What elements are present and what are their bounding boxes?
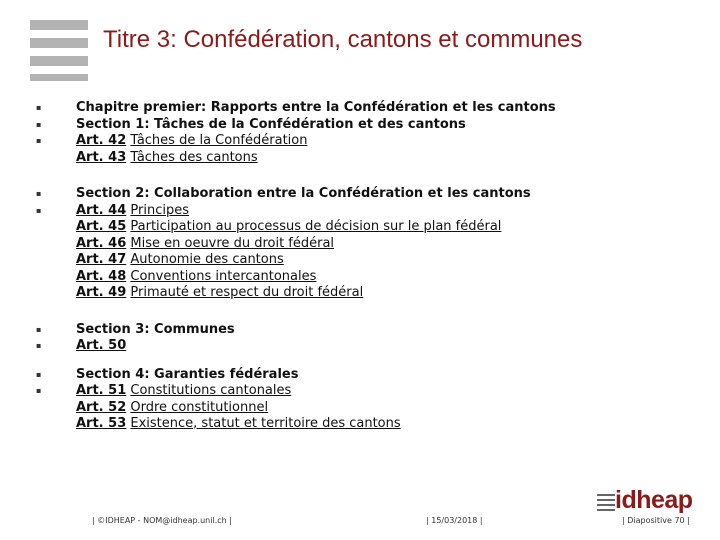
footer bbox=[0, 505, 720, 535]
article-number: Art. 48 bbox=[76, 268, 127, 284]
article-line[interactable] bbox=[36, 416, 676, 433]
heading-line bbox=[36, 117, 676, 134]
article-title-link[interactable]: Autonomie des cantons bbox=[130, 252, 284, 267]
bullet-icon: ▪ bbox=[36, 205, 42, 215]
section-heading: Section 1: Tâches de la Confédération et des cantons bbox=[76, 116, 466, 132]
footer-contact: | ©IDHEAP - NOM@idheap.unil.ch | bbox=[92, 516, 232, 525]
bullet-icon: ▪ bbox=[36, 386, 42, 395]
article-number: Art. 46 bbox=[76, 235, 127, 251]
article-number: Art. 42 bbox=[76, 133, 127, 148]
section-heading: Section 3: Communes bbox=[76, 321, 235, 337]
article-line[interactable] bbox=[36, 338, 676, 355]
article-title-link[interactable]: Principes bbox=[130, 202, 189, 218]
article-line[interactable] bbox=[36, 219, 676, 236]
article-title-link[interactable]: Tâches de la Confédération bbox=[130, 133, 308, 148]
article-line[interactable] bbox=[36, 285, 676, 302]
section-heading: Section 4: Garanties fédérales bbox=[76, 366, 299, 382]
article-number: Art. 47 bbox=[76, 252, 127, 267]
decorative-bars bbox=[30, 20, 88, 89]
section-heading: Chapitre premier: Rapports entre la Confédération et les cantons bbox=[76, 100, 556, 115]
heading-line bbox=[36, 322, 676, 339]
bullet-icon: ▪ bbox=[36, 119, 42, 129]
article-title-link[interactable]: Mise en oeuvre du droit fédéral bbox=[130, 235, 335, 251]
article-line[interactable] bbox=[36, 383, 676, 400]
decor-bar bbox=[30, 74, 88, 81]
article-line[interactable] bbox=[36, 236, 676, 253]
article-title-link[interactable]: Conventions intercantonales bbox=[130, 268, 317, 284]
section-heading: Section 2: Collaboration entre la Confédération et les cantons bbox=[76, 186, 531, 201]
content-group bbox=[36, 186, 676, 302]
article-title-link[interactable]: Tâches des cantons bbox=[130, 149, 258, 165]
article-number: Art. 52 bbox=[76, 399, 127, 415]
decor-bar bbox=[30, 20, 88, 30]
heading-line bbox=[36, 367, 676, 384]
article-line[interactable] bbox=[36, 400, 676, 417]
article-line[interactable] bbox=[36, 133, 676, 150]
footer-slide-number: | Diapositive 70 | bbox=[622, 516, 690, 525]
bullet-icon: ▪ bbox=[36, 103, 42, 112]
footer-date: | 15/03/2018 | bbox=[426, 516, 483, 525]
bullet-icon: ▪ bbox=[36, 369, 42, 379]
article-title-link[interactable]: Constitutions cantonales bbox=[130, 383, 292, 398]
article-number: Art. 50 bbox=[76, 338, 127, 353]
article-number: Art. 44 bbox=[76, 202, 127, 218]
article-line[interactable] bbox=[36, 269, 676, 286]
article-number: Art. 51 bbox=[76, 383, 127, 398]
article-number: Art. 45 bbox=[76, 219, 127, 234]
article-line[interactable] bbox=[36, 150, 676, 167]
article-title-link[interactable]: Existence, statut et territoire des cantons bbox=[130, 416, 401, 431]
bullet-icon: ▪ bbox=[36, 341, 42, 350]
article-number: Art. 43 bbox=[76, 149, 127, 165]
bullet-icon: ▪ bbox=[36, 189, 42, 198]
article-title-link[interactable]: Ordre constitutionnel bbox=[130, 399, 269, 415]
article-title-link[interactable]: Primauté et respect du droit fédéral bbox=[130, 285, 364, 300]
heading-line bbox=[36, 100, 676, 117]
content-group bbox=[36, 367, 676, 433]
slide-title: Titre 3: Confédération, cantons et communes bbox=[103, 26, 583, 53]
article-title-link[interactable]: Participation au processus de décision sur le plan fédéral bbox=[130, 219, 502, 234]
content-group bbox=[36, 322, 676, 355]
bullet-icon: ▪ bbox=[36, 136, 42, 145]
decor-bar bbox=[30, 56, 88, 66]
article-line[interactable] bbox=[36, 203, 676, 220]
decor-bar bbox=[30, 38, 88, 48]
logo-text: idheap bbox=[615, 486, 693, 514]
slide-content bbox=[36, 100, 676, 445]
heading-line bbox=[36, 186, 676, 203]
content-group bbox=[36, 100, 676, 166]
article-line[interactable] bbox=[36, 252, 676, 269]
article-number: Art. 53 bbox=[76, 416, 127, 431]
bullet-icon: ▪ bbox=[36, 324, 42, 334]
article-number: Art. 49 bbox=[76, 285, 127, 300]
